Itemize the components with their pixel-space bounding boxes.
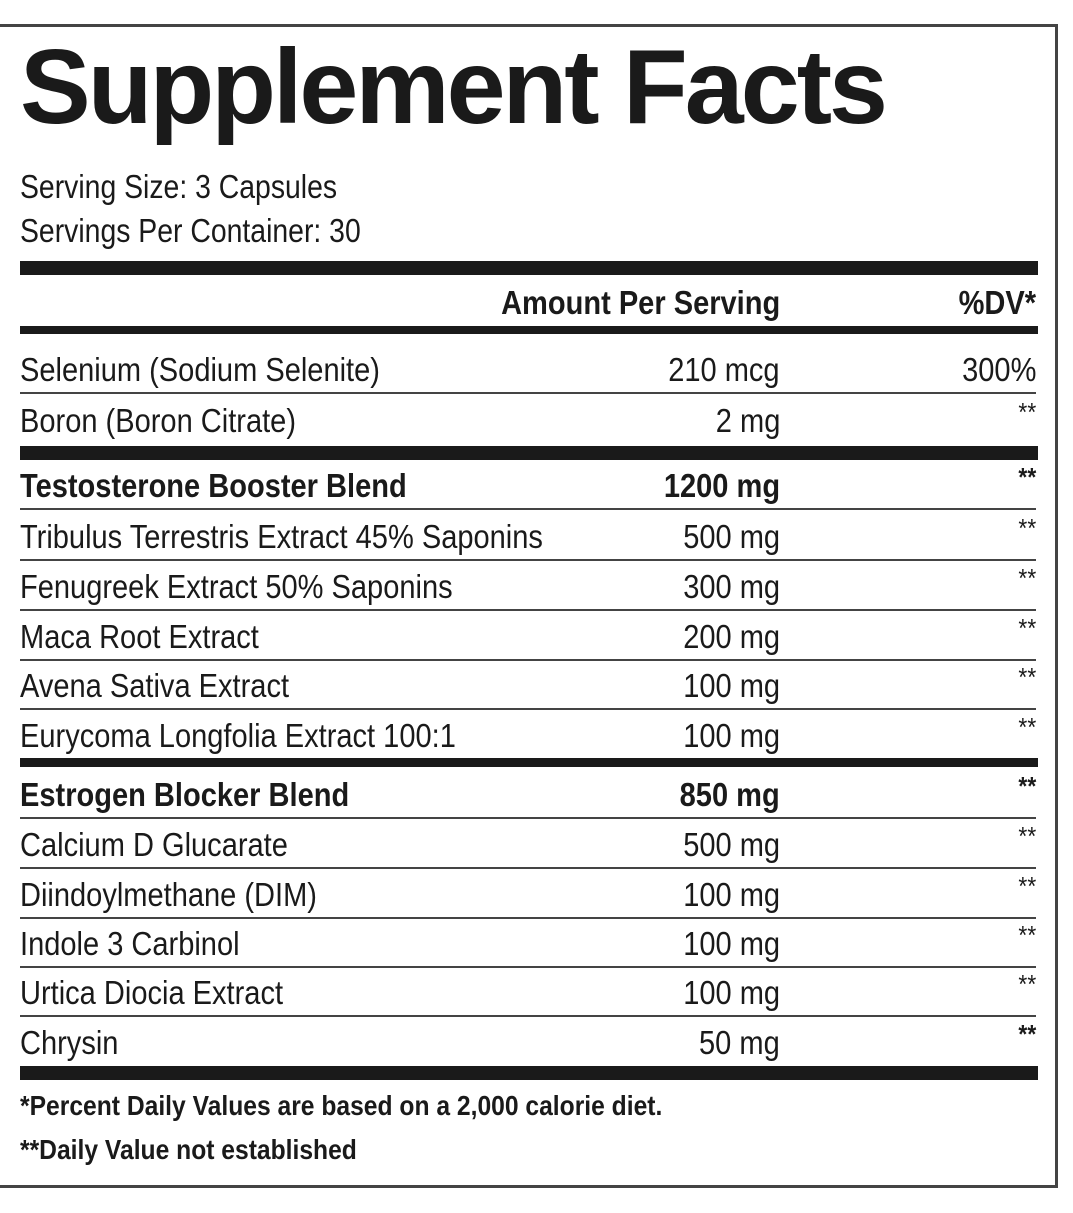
- ingredient-row: [20, 510, 1036, 561]
- nutrient-row: [20, 394, 1036, 443]
- ingredient-name: Indole 3 Carbinol: [20, 925, 240, 962]
- ingredient-dv: **: [1018, 712, 1036, 742]
- nutrient-dv: 300%: [961, 351, 1036, 388]
- blend-dv: **: [1018, 462, 1036, 492]
- blend-name: Estrogen Blocker Blend: [20, 776, 350, 813]
- ingredient-row: [20, 966, 1036, 1017]
- ingredient-name: Tribulus Terrestris Extract 45% Saponins: [20, 518, 543, 555]
- nutrient-dv: **: [1018, 397, 1036, 427]
- ingredient-amount: 100 mg: [683, 717, 780, 754]
- ingredient-row: [20, 610, 1036, 661]
- label-title: Supplement Facts: [20, 28, 885, 146]
- medium-divider-header: [20, 326, 1038, 334]
- servings-per-container: Servings Per Container: 30: [20, 212, 361, 249]
- ingredient-dv: **: [1018, 1019, 1036, 1049]
- column-header-row: [20, 276, 1036, 325]
- thick-divider-bottom: [20, 1066, 1038, 1080]
- daily-value-header: %DV*: [958, 284, 1036, 321]
- ingredient-name: Avena Sativa Extract: [20, 667, 290, 704]
- footnote-percent-dv: *Percent Daily Values are based on a 2,000 calorie diet.: [20, 1090, 663, 1121]
- serving-size: Serving Size: 3 Capsules: [20, 168, 338, 205]
- ingredient-name: Urtica Diocia Extract: [20, 974, 284, 1011]
- blend-row-estrogen: [20, 768, 1036, 819]
- ingredient-name: Calcium D Glucarate: [20, 826, 288, 863]
- ingredient-name: Fenugreek Extract 50% Saponins: [20, 568, 453, 605]
- ingredient-dv: **: [1018, 821, 1036, 851]
- ingredient-row: [20, 917, 1036, 968]
- thick-divider-top: [20, 261, 1038, 275]
- nutrient-row: [20, 343, 1036, 394]
- blend-amount: 1200 mg: [663, 467, 780, 504]
- blend-amount: 850 mg: [679, 776, 780, 813]
- ingredient-dv: **: [1018, 563, 1036, 593]
- ingredient-amount: 50 mg: [699, 1024, 780, 1061]
- amount-per-serving-header: Amount Per Serving: [500, 284, 780, 321]
- ingredient-amount: 100 mg: [683, 925, 780, 962]
- ingredient-name: Chrysin: [20, 1024, 119, 1061]
- ingredient-amount: 100 mg: [683, 876, 780, 913]
- ingredient-name: Diindoylmethane (DIM): [20, 876, 317, 913]
- ingredient-row: [20, 560, 1036, 611]
- footnote-not-established: **Daily Value not established: [20, 1134, 357, 1165]
- ingredient-amount: 300 mg: [683, 568, 780, 605]
- ingredient-amount: 100 mg: [683, 667, 780, 704]
- ingredient-dv: **: [1018, 920, 1036, 950]
- ingredient-dv: **: [1018, 513, 1036, 543]
- ingredient-dv: **: [1018, 662, 1036, 692]
- thick-divider-blend1: [20, 446, 1038, 460]
- ingredient-amount: 100 mg: [683, 974, 780, 1011]
- nutrient-name: Selenium (Sodium Selenite): [20, 351, 380, 388]
- ingredient-row: [20, 659, 1036, 710]
- ingredient-dv: **: [1018, 969, 1036, 999]
- blend-dv: **: [1018, 771, 1036, 801]
- ingredient-row: [20, 1016, 1036, 1065]
- nutrient-name: Boron (Boron Citrate): [20, 402, 297, 439]
- blend-row-testosterone: [20, 459, 1036, 510]
- ingredient-amount: 500 mg: [683, 826, 780, 863]
- nutrient-amount: 2 mg: [715, 402, 780, 439]
- ingredient-name: Maca Root Extract: [20, 618, 259, 655]
- blend-name: Testosterone Booster Blend: [20, 467, 407, 504]
- nutrient-amount: 210 mcg: [668, 351, 780, 388]
- ingredient-dv: **: [1018, 871, 1036, 901]
- ingredient-name: Eurycoma Longfolia Extract 100:1: [20, 717, 456, 754]
- ingredient-row: [20, 709, 1036, 758]
- ingredient-amount: 500 mg: [683, 518, 780, 555]
- ingredient-row: [20, 818, 1036, 869]
- ingredient-row: [20, 868, 1036, 919]
- ingredient-dv: **: [1018, 613, 1036, 643]
- ingredient-amount: 200 mg: [683, 618, 780, 655]
- medium-divider-blend2: [20, 758, 1038, 767]
